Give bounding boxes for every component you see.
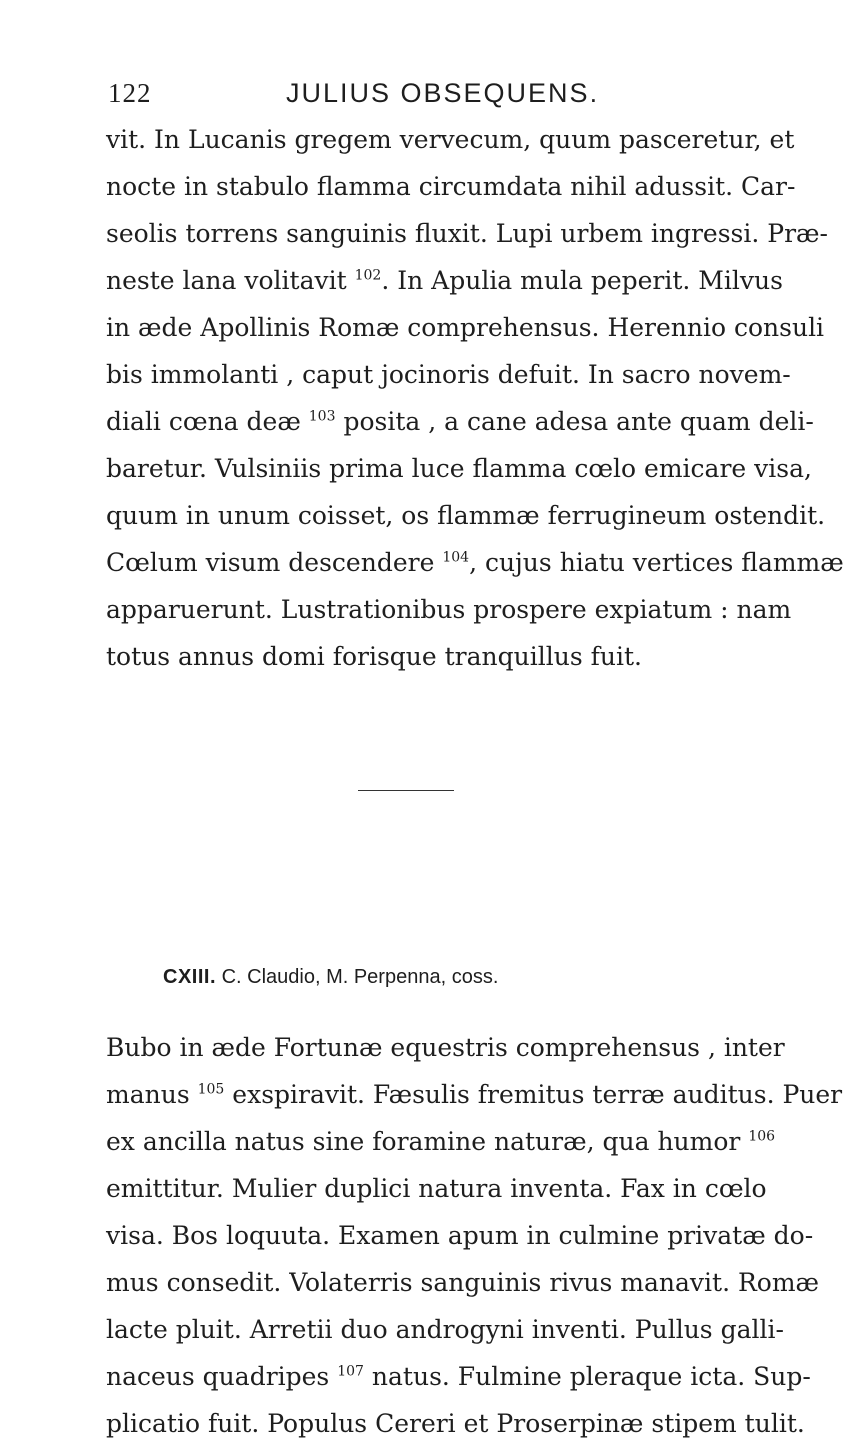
text-line: emittitur. Mulier duplici natura inventa. Fax in cœlo xyxy=(106,1174,767,1203)
footnote-ref: 107 xyxy=(337,1363,364,1380)
footnote-ref: 104 xyxy=(442,549,470,566)
text-line: quum in unum coisset, os flammæ ferrugineum ostendit. xyxy=(106,501,826,530)
text-line: nocte in stabulo flamma circumdata nihil adussit. Car- xyxy=(106,172,796,201)
text-line xyxy=(106,1118,776,1165)
text-line: mus consedit. Volaterris sanguinis rivus manavit. Romæ xyxy=(106,1268,820,1297)
text-fragment: neste lana volitavit xyxy=(106,266,347,295)
text-fragment: diali cœna deæ xyxy=(106,407,301,436)
text-line: bis immolanti , caput jocinoris defuit. In sacro novem- xyxy=(106,360,791,389)
text-line: vit. In Lucanis gregem vervecum, quum pasceretur, et xyxy=(106,125,795,154)
page-header xyxy=(108,78,708,114)
chapter-number: CXIII. xyxy=(163,966,217,988)
text-line: Bubo in æde Fortunæ equestris comprehensus , inter xyxy=(106,1033,785,1062)
footnote-ref: 106 xyxy=(748,1128,776,1145)
text-line xyxy=(106,1353,811,1400)
footnote-ref: 105 xyxy=(197,1081,225,1098)
paragraph-1 xyxy=(106,116,844,680)
chapter-heading xyxy=(163,966,498,989)
text-fragment: ex ancilla natus sine foramine naturæ, qua humor xyxy=(106,1127,741,1156)
footnote-ref: 103 xyxy=(308,408,336,425)
text-fragment: exspiravit. Fæsulis fremitus terræ auditus. Puer xyxy=(232,1080,843,1109)
text-line xyxy=(106,398,814,445)
text-line: seolis torrens sanguinis fluxit. Lupi urbem ingressi. Præ- xyxy=(106,219,828,248)
chapter-consuls: C. Claudio, M. Perpenna, coss. xyxy=(221,966,499,988)
text-fragment: naceus quadripes xyxy=(106,1362,330,1391)
text-line: totus annus domi forisque tranquillus fuit. xyxy=(106,642,642,671)
text-fragment: , cujus hiatu vertices flammæ xyxy=(469,548,844,577)
text-line xyxy=(106,257,783,304)
text-fragment: natus. Fulmine pleraque icta. Sup- xyxy=(371,1362,811,1391)
running-head: JULIUS OBSEQUENS. xyxy=(286,78,600,108)
text-line xyxy=(106,539,844,586)
section-divider xyxy=(358,790,454,791)
text-line: plicatio fuit. Populus Cereri et Proserpinæ stipem tulit. xyxy=(106,1409,805,1438)
footnote-ref: 102 xyxy=(354,267,382,284)
text-line: apparuerunt. Lustrationibus prospere expiatum : nam xyxy=(106,595,792,624)
text-fragment: posita , a cane adesa ante quam deli- xyxy=(343,407,814,436)
paragraph-2 xyxy=(106,1024,843,1447)
text-line: visa. Bos loquuta. Examen apum in culmine privatæ do- xyxy=(106,1221,814,1250)
text-fragment: . In Apulia mula peperit. Milvus xyxy=(381,266,783,295)
text-fragment: Cœlum visum descendere xyxy=(106,548,435,577)
text-line: baretur. Vulsiniis prima luce flamma cœlo emicare visa, xyxy=(106,454,812,483)
text-fragment: manus xyxy=(106,1080,190,1109)
text-line xyxy=(106,1071,843,1118)
page-number: 122 xyxy=(108,78,152,108)
text-line: in æde Apollinis Romæ comprehensus. Herennio consuli xyxy=(106,313,825,342)
text-line: lacte pluit. Arretii duo androgyni inventi. Pullus galli- xyxy=(106,1315,784,1344)
